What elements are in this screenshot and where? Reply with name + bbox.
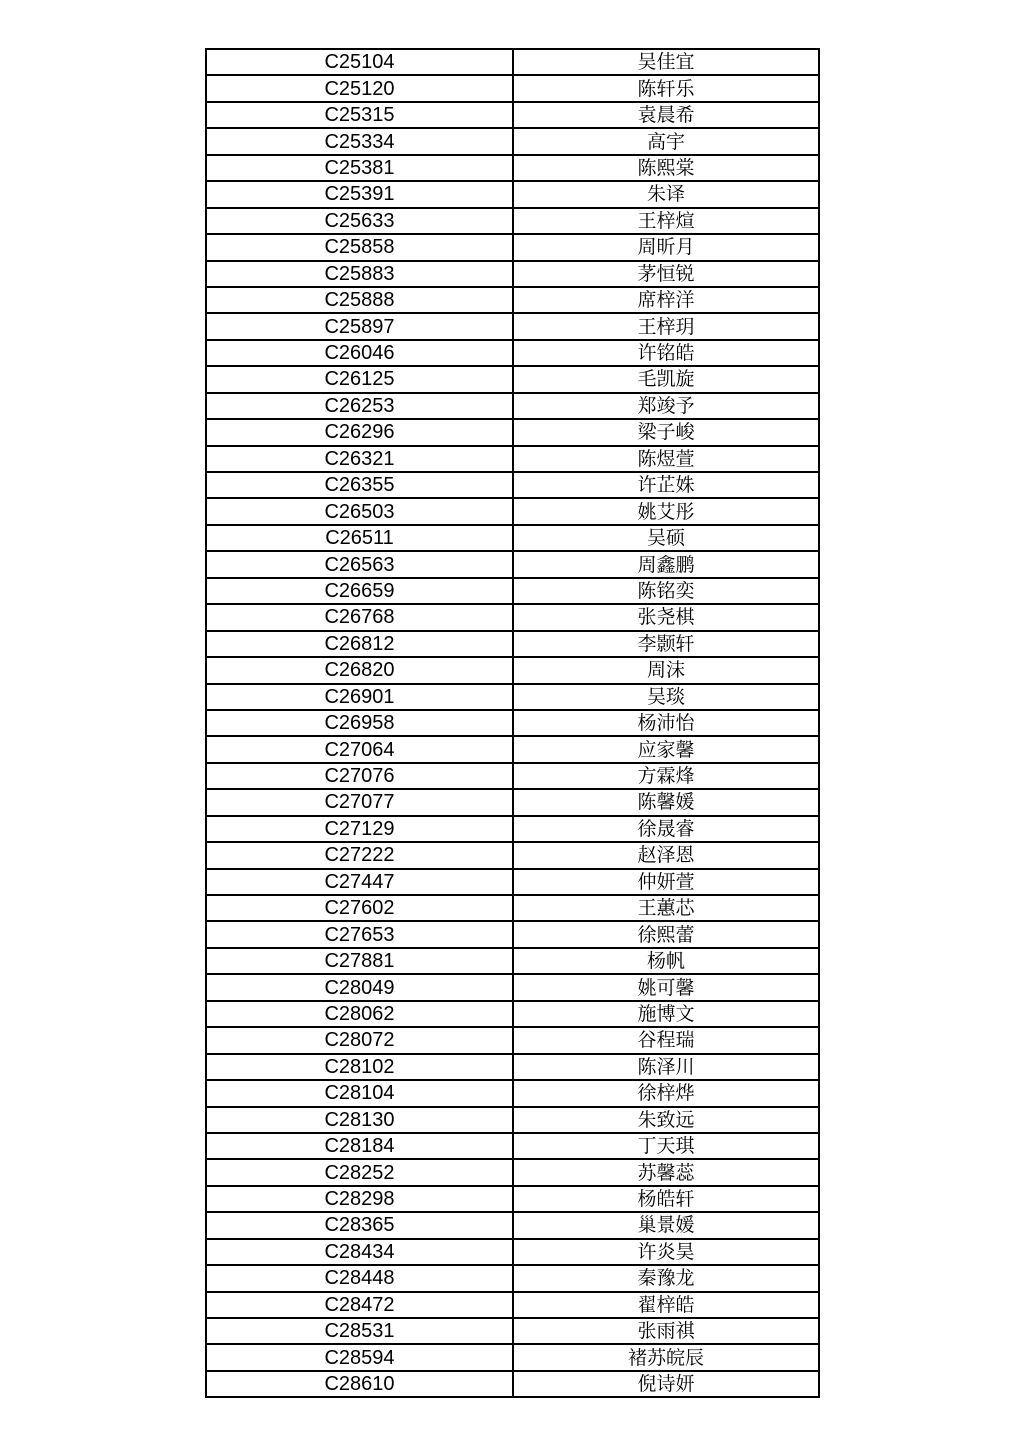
student-code-cell: C26253 (206, 393, 513, 419)
table-row (206, 578, 819, 604)
student-name-cell: 杨皓轩 (513, 1186, 819, 1212)
table-row (206, 1159, 819, 1185)
table-row (206, 1133, 819, 1159)
student-code-cell: C26125 (206, 366, 513, 392)
student-name-cell: 褚苏皖辰 (513, 1344, 819, 1370)
student-name-cell: 王蕙芯 (513, 895, 819, 921)
table-row (206, 763, 819, 789)
student-code-cell: C25120 (206, 75, 513, 101)
table-row (206, 1186, 819, 1212)
table-row (206, 287, 819, 313)
student-code-cell: C25633 (206, 208, 513, 234)
student-name-cell: 徐晟睿 (513, 816, 819, 842)
table-row (206, 366, 819, 392)
table-row (206, 155, 819, 181)
table-row (206, 102, 819, 128)
student-name-cell: 周鑫鹏 (513, 551, 819, 577)
table-row (206, 1080, 819, 1106)
student-name-cell: 杨沛怡 (513, 710, 819, 736)
student-name-cell: 许铭皓 (513, 340, 819, 366)
student-name-cell: 谷程瑞 (513, 1027, 819, 1053)
student-name-cell: 倪诗妍 (513, 1371, 819, 1397)
student-name-cell: 徐熙蕾 (513, 921, 819, 947)
student-code-cell: C28448 (206, 1265, 513, 1291)
student-name-cell: 许炎昊 (513, 1239, 819, 1265)
table-row (206, 446, 819, 472)
student-name-cell: 徐梓烨 (513, 1080, 819, 1106)
student-name-cell: 李颢轩 (513, 631, 819, 657)
table-row (206, 340, 819, 366)
table-row (206, 948, 819, 974)
student-name-cell: 茅恒锐 (513, 261, 819, 287)
student-code-cell: C27129 (206, 816, 513, 842)
student-name-cell: 姚艾彤 (513, 498, 819, 524)
table-row (206, 1318, 819, 1344)
student-name-cell: 应家馨 (513, 736, 819, 762)
student-code-cell: C28531 (206, 1318, 513, 1344)
student-code-cell: C27653 (206, 921, 513, 947)
student-code-cell: C25104 (206, 49, 513, 75)
student-code-cell: C27064 (206, 736, 513, 762)
student-name-cell: 梁子峻 (513, 419, 819, 445)
student-name-cell: 张雨祺 (513, 1318, 819, 1344)
student-name-cell: 陈煜萱 (513, 446, 819, 472)
table-row (206, 393, 819, 419)
table-row (206, 869, 819, 895)
student-name-cell: 姚可馨 (513, 974, 819, 1000)
student-name-cell: 高宇 (513, 128, 819, 154)
table-row (206, 1265, 819, 1291)
student-code-cell: C25381 (206, 155, 513, 181)
student-name-cell: 陈馨媛 (513, 789, 819, 815)
student-code-cell: C25334 (206, 128, 513, 154)
student-code-cell: C25888 (206, 287, 513, 313)
student-code-cell: C27447 (206, 869, 513, 895)
table-row (206, 631, 819, 657)
student-code-cell: C26958 (206, 710, 513, 736)
student-name-cell: 吴琰 (513, 684, 819, 710)
student-name-cell: 施博文 (513, 1001, 819, 1027)
student-code-cell: C26321 (206, 446, 513, 472)
table-row (206, 816, 819, 842)
table-row (206, 1292, 819, 1318)
table-row (206, 551, 819, 577)
student-name-cell: 巢景媛 (513, 1212, 819, 1238)
student-code-cell: C26046 (206, 340, 513, 366)
student-name-cell: 陈熙棠 (513, 155, 819, 181)
student-code-cell: C28104 (206, 1080, 513, 1106)
table-row (206, 895, 819, 921)
student-code-cell: C26511 (206, 525, 513, 551)
table-row (206, 261, 819, 287)
student-code-cell: C28252 (206, 1159, 513, 1185)
student-code-cell: C25883 (206, 261, 513, 287)
table-row (206, 736, 819, 762)
roster-table (205, 48, 820, 1398)
student-name-cell: 苏馨蕊 (513, 1159, 819, 1185)
table-row (206, 921, 819, 947)
student-name-cell: 王梓煊 (513, 208, 819, 234)
student-code-cell: C26296 (206, 419, 513, 445)
student-code-cell: C28298 (206, 1186, 513, 1212)
student-code-cell: C26355 (206, 472, 513, 498)
student-name-cell: 吴硕 (513, 525, 819, 551)
student-name-cell: 席梓洋 (513, 287, 819, 313)
student-name-cell: 仲妍萱 (513, 869, 819, 895)
table-row (206, 1001, 819, 1027)
student-name-cell: 许芷姝 (513, 472, 819, 498)
student-code-cell: C27077 (206, 789, 513, 815)
student-code-cell: C26563 (206, 551, 513, 577)
student-name-cell: 杨帆 (513, 948, 819, 974)
student-name-cell: 朱译 (513, 181, 819, 207)
student-code-cell: C28365 (206, 1212, 513, 1238)
student-code-cell: C28102 (206, 1054, 513, 1080)
table-row (206, 75, 819, 101)
table-row (206, 419, 819, 445)
table-row (206, 525, 819, 551)
student-name-cell: 毛凯旋 (513, 366, 819, 392)
table-row (206, 789, 819, 815)
student-code-cell: C25315 (206, 102, 513, 128)
table-row (206, 842, 819, 868)
student-code-cell: C25897 (206, 313, 513, 339)
student-name-cell: 陈铭奕 (513, 578, 819, 604)
student-name-cell: 陈泽川 (513, 1054, 819, 1080)
student-name-cell: 翟梓皓 (513, 1292, 819, 1318)
table-row (206, 710, 819, 736)
student-code-cell: C26768 (206, 604, 513, 630)
student-code-cell: C28610 (206, 1371, 513, 1397)
student-name-cell: 朱致远 (513, 1107, 819, 1133)
student-code-cell: C26659 (206, 578, 513, 604)
student-name-cell: 王梓玥 (513, 313, 819, 339)
student-code-cell: C28594 (206, 1344, 513, 1370)
student-name-cell: 方霖烽 (513, 763, 819, 789)
student-code-cell: C28062 (206, 1001, 513, 1027)
roster-table-body (206, 49, 819, 1397)
student-code-cell: C26503 (206, 498, 513, 524)
table-row (206, 181, 819, 207)
student-code-cell: C27881 (206, 948, 513, 974)
student-code-cell: C28472 (206, 1292, 513, 1318)
student-name-cell: 周昕月 (513, 234, 819, 260)
student-code-cell: C26820 (206, 657, 513, 683)
table-row (206, 472, 819, 498)
table-row (206, 313, 819, 339)
student-code-cell: C25858 (206, 234, 513, 260)
table-row (206, 1027, 819, 1053)
table-row (206, 234, 819, 260)
student-name-cell: 吴佳宜 (513, 49, 819, 75)
student-name-cell: 周沫 (513, 657, 819, 683)
student-code-cell: C26812 (206, 631, 513, 657)
student-code-cell: C28184 (206, 1133, 513, 1159)
student-code-cell: C27602 (206, 895, 513, 921)
table-row (206, 208, 819, 234)
student-code-cell: C26901 (206, 684, 513, 710)
table-row (206, 1107, 819, 1133)
table-row (206, 128, 819, 154)
student-name-cell: 赵泽恩 (513, 842, 819, 868)
table-row (206, 657, 819, 683)
student-code-cell: C25391 (206, 181, 513, 207)
roster-sheet (205, 48, 818, 1398)
student-name-cell: 袁晨希 (513, 102, 819, 128)
student-name-cell: 陈轩乐 (513, 75, 819, 101)
student-code-cell: C28049 (206, 974, 513, 1000)
table-row (206, 684, 819, 710)
student-code-cell: C28130 (206, 1107, 513, 1133)
student-code-cell: C27076 (206, 763, 513, 789)
student-name-cell: 秦豫龙 (513, 1265, 819, 1291)
student-name-cell: 郑竣予 (513, 393, 819, 419)
table-row (206, 1344, 819, 1370)
table-row (206, 1239, 819, 1265)
table-row (206, 498, 819, 524)
table-row (206, 974, 819, 1000)
student-code-cell: C28434 (206, 1239, 513, 1265)
student-code-cell: C28072 (206, 1027, 513, 1053)
student-name-cell: 丁天琪 (513, 1133, 819, 1159)
table-row (206, 604, 819, 630)
table-row (206, 1212, 819, 1238)
table-row (206, 1054, 819, 1080)
table-row (206, 1371, 819, 1397)
table-row (206, 49, 819, 75)
student-name-cell: 张尧棋 (513, 604, 819, 630)
student-code-cell: C27222 (206, 842, 513, 868)
